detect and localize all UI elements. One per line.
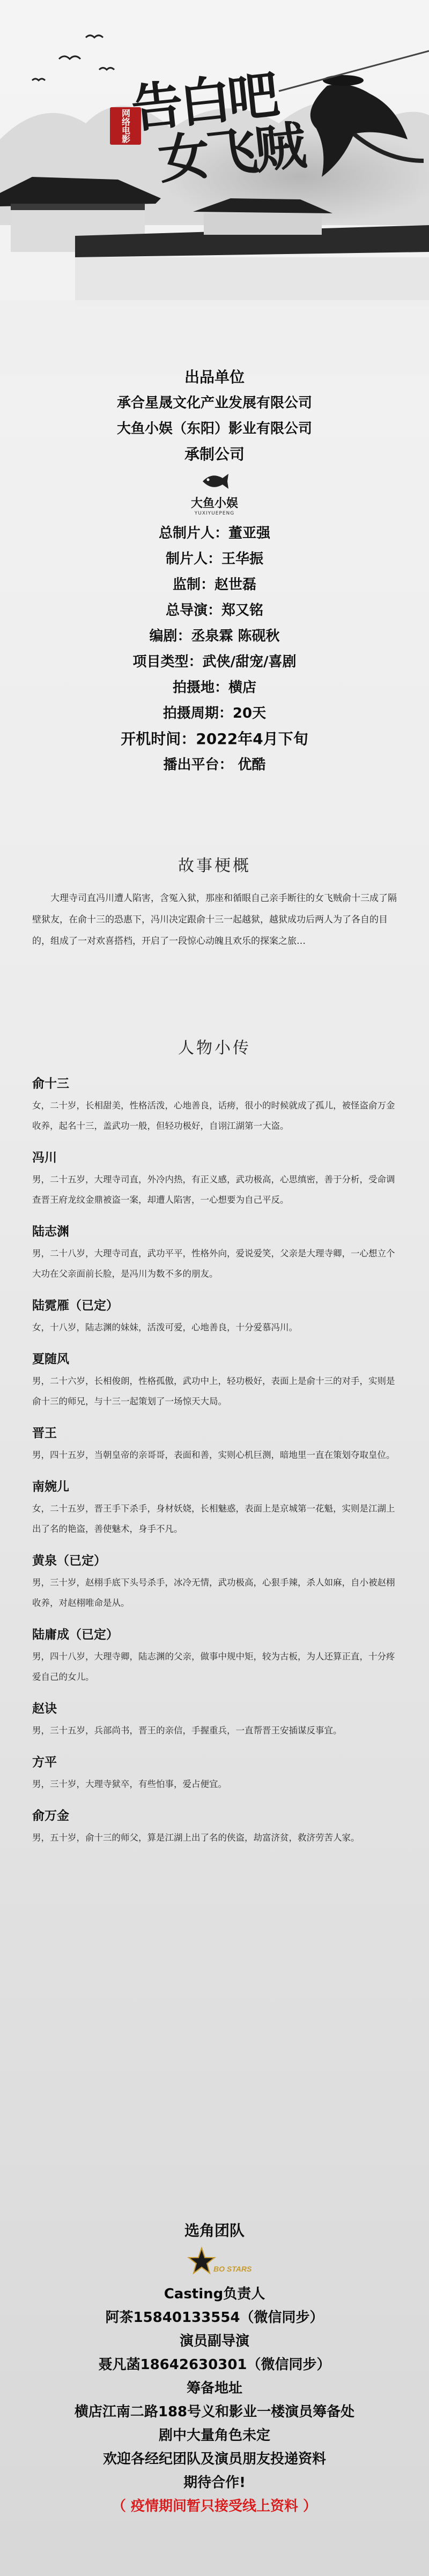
character-entry [32,1751,397,1795]
synopsis-title: 故事梗概 [178,857,251,875]
credits-block [0,364,429,778]
character-entry [32,1697,397,1741]
title-line-2: 女飞贼 [155,115,306,191]
bo-stars-logo [182,2246,252,2280]
character-desc: 男，四十八岁，大理寺卿，陆志渊的父亲，做事中规中矩，较为古板，为人还算正直，十分疼爱自己的女儿。 [32,1651,395,1682]
character-name: 俞十三 [32,1076,69,1091]
character-entry [32,1072,397,1136]
character-name: 陆庸成（已定） [32,1627,119,1642]
character-entry [32,1220,397,1284]
deputy-contact: 聂凡菡18642630301（微信同步） [98,2357,331,2373]
title-line-1: 告白吧 [128,64,279,140]
logo-text: BO STARS [213,2265,252,2273]
character-name: 南婉儿 [32,1479,69,1494]
fish-logo [182,471,247,516]
ink-landscape-art [0,0,429,375]
deputy-label: 演员副导演 [179,2333,249,2349]
logo-text: 大鱼小娱 [190,496,238,510]
producer-credit: 制片人：王华振 [165,551,263,567]
platform-credit: 播出平台： 优酷 [163,757,266,773]
character-desc: 男，三十岁，赵栩手底下头号杀手，冰冷无情，武功极高，心狠手辣，杀人如麻，自小被赵栩收养，对赵栩唯命是从。 [32,1577,395,1608]
genre-credit: 项目类型：武侠/甜宠/喜剧 [132,654,297,670]
character-desc: 男，二十六岁，长相俊朗，性格孤傲，武功中上，轻功极好，表面上是俞十三的对手，实则是俞十三的师兄，与十三一起策划了一场惊天大局。 [32,1376,395,1406]
character-name: 陆霓雁（已定） [32,1298,119,1313]
producer-company-2: 大鱼小娱（东阳）影业有限公司 [116,421,312,437]
supervisor-credit: 监制：赵世磊 [172,577,256,593]
character-entry [32,1623,397,1687]
casting-lead-label: Casting负责人 [164,2286,265,2302]
period-credit: 拍摄周期：20天 [162,705,267,721]
character-entry [32,1294,397,1338]
character-entry [32,1475,397,1539]
character-desc: 男，三十五岁，兵部尚书，晋王的亲信，手握重兵，一直帮晋王安插谋反事宜。 [32,1725,342,1736]
character-name: 黄泉（已定） [32,1553,106,1568]
start-credit: 开机时间：2022年4月下旬 [121,730,308,748]
character-desc: 女，二十五岁，晋王手下杀手，身材妖娆，长相魅惑，表面上是京城第一花魁，实则是江湖上出了名的艳盗，善使魅术，身手不凡。 [32,1503,395,1534]
character-desc: 男，三十岁，大理寺狱卒，有些怕事，爱占便宜。 [32,1779,227,1789]
synopsis-section [32,852,397,952]
character-name: 俞万金 [32,1808,69,1823]
character-name: 夏随风 [32,1352,69,1366]
looking-forward: 期待合作! [183,2475,246,2491]
office-label: 筹备地址 [186,2380,242,2396]
character-entry [32,1347,397,1412]
birds-icon [32,35,114,80]
character-name: 方平 [32,1755,57,1769]
character-desc: 男，四十五岁，当朝皇帝的亲哥哥，表面和善，实则心机巨测，暗地里一直在策划夺取皇位。 [32,1450,395,1460]
producer-company-1: 承合星晟文化产业发展有限公司 [116,395,312,411]
character-desc: 男，五十岁，俞十三的师父，算是江湖上出了名的侠盗，劫富济贫，救济劳苦人家。 [32,1833,360,1843]
character-name: 赵诀 [32,1701,57,1716]
character-name: 冯川 [32,1150,57,1165]
character-entry [32,1804,397,1848]
seal-stamp: 网络电影 [110,107,141,145]
character-desc: 女，二十岁，长相甜美，性格活泼，心地善良，话痨，很小的时候就成了孤儿，被怪盗俞万金收养，起名十三，盖武功一般，但轻功极好，自诩江湖第一大盗。 [32,1100,395,1131]
character-name: 晋王 [32,1426,57,1440]
star-logo-icon [182,2246,252,2280]
character-entry [32,1421,397,1465]
writer-credit: 编剧：丞泉霖 陈砚秋 [149,628,280,644]
characters-section [32,1034,397,1858]
character-desc: 女，十八岁，陆志渊的妹妹，活泼可爱，心地善良，十分爱慕冯川。 [32,1322,298,1332]
casting-title: 选角团队 [184,2222,245,2239]
synopsis-text: 大理寺司直冯川遭人陷害，含冤入狱，那座和循眼自己亲手断往的女飞贼俞十三成了隔壁狱友，在俞十三的恐惠下，冯川决定跟俞十三一起越狱，越狱成功后两人为了各自的目的，组成了一对欢喜搭档，开启了一段惊心动魄且欢乐的探案之旅… [32,893,397,947]
co-producer-label: 承制公司 [184,445,245,463]
producer-label: 出品单位 [184,368,245,386]
character-entry [32,1146,397,1210]
chief-producer: 总制片人：董亚强 [158,525,270,541]
character-name: 陆志渊 [32,1224,69,1239]
office-address: 横店江南二路188号义和影业一楼演员筹备处 [74,2404,355,2420]
logo-subtext: YUXIYUEPENG [194,511,235,516]
casting-lead-contact: 阿茶15840133554（微信同步） [105,2310,324,2326]
roles-note: 剧中大量角色未定 [158,2428,270,2444]
director-credit: 总导演：郑又铭 [165,602,263,619]
characters-title: 人物小传 [178,1039,251,1058]
character-entry [32,1549,397,1613]
hero-illustration [0,0,429,375]
title-calligraphy [128,64,306,191]
notice-text: （ 疫情期间暂只接受线上资料 ） [112,2498,317,2514]
welcome-note: 欢迎各经纪团队及演员朋友投递资料 [102,2451,326,2467]
location-credit: 拍摄地：横店 [172,680,256,696]
fish-logo-icon [198,471,231,492]
casting-section [0,2219,429,2518]
character-desc: 男，二十五岁，大理寺司直，外冷内热，有正义感，武功极高，心思缜密，善于分析，受命调查晋王府龙纹金鼎被盗一案，却遭人陷害，一心想要为自己平反。 [32,1174,395,1205]
character-desc: 男，二十八岁，大理寺司直，武功平平，性格外向，爱说爱笑，父亲是大理寺卿，一心想立个大功在父亲面前长脸，是冯川为数不多的朋友。 [32,1248,395,1279]
